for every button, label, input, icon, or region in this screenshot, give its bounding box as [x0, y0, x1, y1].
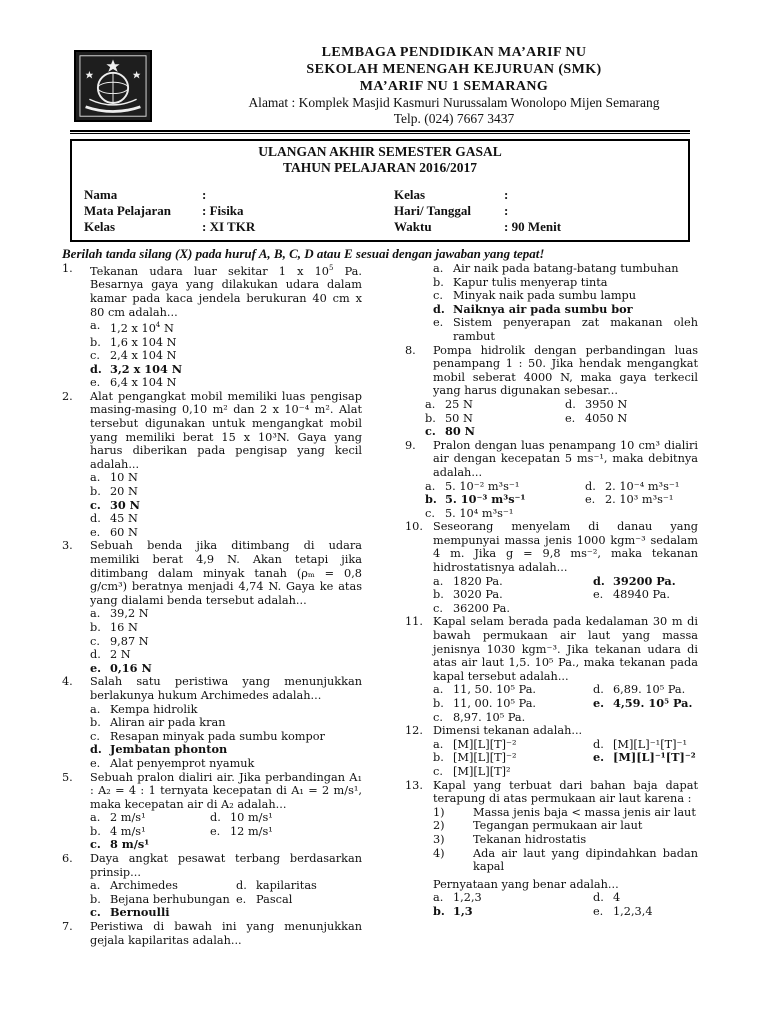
option[interactable]: c. 8,97. 10⁵ Pa.: [433, 710, 526, 724]
question-5: 5. Sebuah pralon dialiri air. Jika perbandingan A₁ : A₂ = 4 : 1 ternyata kecepatan di A₁ = 2 m/s¹, maka kecepatan air di A₂ adalah...: [62, 770, 362, 811]
option[interactable]: a. [M][L][T]⁻²: [433, 737, 517, 751]
instruction-text: Berilah tanda silang (X) pada huruf A, B, C, D atau E sesuai dengan jawaban yang tepat!: [62, 246, 545, 261]
option[interactable]: d. 2 N: [90, 648, 131, 662]
statement-4: 4) Ada air laut yang dipindahkan badan kapal: [433, 846, 698, 874]
nu-emblem-icon: [76, 52, 150, 120]
school-phone: Telp. (024) 7667 3437: [393, 111, 515, 126]
kelas2-label: Kelas: [394, 187, 426, 202]
option[interactable]: c. 2,4 x 104 N: [90, 349, 177, 363]
question-11: 11. Kapal selam berada pada kedalaman 30 m di bawah permukaan air laut yang massa jenisnya 1030 kgm⁻³. Jika tekanan udara di atas air laut 1,5. 10⁵ Pa., maka tekanan pada kapal tersebut adalah...: [405, 615, 698, 683]
option[interactable]: a. 39,2 N: [90, 607, 149, 621]
options-q7: [433, 262, 698, 344]
question-13: 13. Kapal yang terbuat dari bahan baja dapat terapung di atas permukaan air laut karena :: [405, 778, 698, 806]
kelas2-value: :: [504, 187, 509, 202]
options-q3: [90, 607, 362, 675]
question-6: 6. Daya angkat pesawat terbang berdasarkan prinsip...: [62, 852, 362, 879]
option[interactable]: a. 5. 10⁻² m³s⁻¹: [425, 479, 520, 493]
question-12: 12. Dimensi tekanan adalah...: [405, 724, 583, 738]
option[interactable]: a. Kempa hidrolik: [90, 702, 198, 716]
waktu-label: Waktu: [394, 219, 432, 234]
option[interactable]: a. 2 m/s¹: [90, 811, 146, 825]
questions-right-column: [405, 262, 698, 919]
option[interactable]: c. 80 N: [425, 424, 475, 439]
option[interactable]: e. 4050 N: [565, 411, 628, 425]
institution-name: LEMBAGA PENDIDIKAN MA’ARIF NU: [321, 45, 587, 60]
option[interactable]: a. Archimedes: [90, 879, 178, 893]
option[interactable]: b. 1,3: [433, 903, 473, 918]
option[interactable]: d. 2. 10⁻⁴ m³s⁻¹: [585, 479, 680, 493]
statement-3: 3) Tekanan hidrostatis: [433, 832, 587, 846]
option[interactable]: b. Bejana berhubungan: [90, 892, 230, 906]
option[interactable]: b. 1,6 x 104 N: [90, 335, 177, 349]
option[interactable]: b. 11, 00. 10⁵ Pa.: [433, 697, 537, 710]
option[interactable]: d. 39200 Pa.: [593, 573, 676, 588]
option[interactable]: a. 10 N: [90, 471, 138, 485]
option[interactable]: d. Jembatan phonton: [90, 742, 228, 757]
question-8: 8. Pompa hidrolik dengan perbandingan luas penampang 1 : 50. Jika hendak mengangkat mobil seberat 4000 N, maka gaya terkecil yang harus digunakan sebesar...: [405, 343, 698, 398]
question-10: 10. Seseorang menyelam di danau yang mempunyai massa jenis 1000 kgm⁻³ sedalam 4 m. Jika g = 9,8 ms⁻², maka tekanan hidrostatisnya adalah...: [405, 520, 698, 575]
option[interactable]: b. 20 N: [90, 485, 138, 499]
option[interactable]: a. Air naik pada batang-batang tumbuhan: [433, 262, 679, 275]
option[interactable]: b. 3020 Pa.: [433, 588, 503, 602]
question-4: 4. Salah satu peristiwa yang menunjukkan berlakunya hukum Archimedes adalah...: [62, 675, 362, 702]
exam-info-box: [70, 139, 690, 242]
school-header: [160, 44, 748, 127]
option[interactable]: d. 3,2 x 104 N: [90, 361, 183, 376]
options-q1: [90, 319, 362, 390]
exam-year: TAHUN PELAJARAN 2016/2017: [282, 160, 477, 175]
school-logo: [74, 50, 152, 122]
option[interactable]: c. Minyak naik pada sumbu lampu: [433, 289, 637, 303]
waktu-value: : 90 Menit: [504, 219, 562, 234]
option[interactable]: c. 8 m/s¹: [90, 837, 150, 852]
option[interactable]: d. Naiknya air pada sumbu bor: [433, 301, 633, 316]
header-divider-thin: [70, 133, 690, 134]
options-q12: [433, 738, 698, 779]
hari-value: :: [504, 203, 509, 218]
option[interactable]: e. 1,2,3,4: [593, 904, 653, 918]
option[interactable]: b. 16 N: [90, 620, 138, 634]
statement-1: 1) Massa jenis baja < massa jenis air laut: [433, 805, 696, 819]
option[interactable]: d. 45 N: [90, 512, 138, 526]
nama-label: Nama: [84, 187, 118, 202]
question-1: 1. Tekanan udara luar sekitar 1 x $10^5$ Pa. Besarnya gaya yang dilakukan udara dalam kamar pada kaca jendela berukuran 40 cm x 80 cm adalah...: [62, 262, 362, 319]
option[interactable]: e. 6,4 x 104 N: [90, 376, 177, 390]
options-q8: [425, 398, 698, 439]
school-address: Alamat : Komplek Masjid Kasmuri Nurussalam Wonolopo Mijen Semarang: [248, 95, 660, 110]
option[interactable]: e. Alat penyemprot nyamuk: [90, 756, 255, 770]
option[interactable]: d. 6,89. 10⁵ Pa.: [593, 683, 686, 697]
option[interactable]: e. Pascal: [236, 892, 293, 906]
header-divider-thick: [70, 130, 690, 132]
mapel-label: Mata Pelajaran: [84, 203, 172, 218]
option[interactable]: b. Kapur tulis menyerap tinta: [433, 275, 608, 289]
option[interactable]: e. Sistem penyerapan zat makanan oleh rambut: [433, 316, 698, 343]
statement-2: 2) Tegangan permukaan air laut: [433, 819, 643, 833]
mapel-value: : Fisika: [202, 203, 244, 218]
option[interactable]: c. 5. 10⁴ m³s⁻¹: [425, 506, 514, 520]
kelas-label: Kelas: [84, 219, 116, 234]
options-q11: [433, 683, 698, 724]
option[interactable]: a. 11, 50. 10⁵ Pa.: [433, 683, 537, 697]
option[interactable]: c. Resapan minyak pada sumbu kompor: [90, 729, 325, 743]
option[interactable]: b. Aliran air pada kran: [90, 716, 226, 730]
options-q6: [90, 879, 362, 920]
option[interactable]: b. [M][L][T]⁻²: [433, 751, 517, 765]
option[interactable]: c. [M][L][T]²: [433, 764, 511, 778]
option[interactable]: d. 10 m/s¹: [210, 811, 273, 825]
option[interactable]: b. 5. 10⁻³ m³s⁻¹: [425, 492, 526, 507]
option[interactable]: b. 50 N: [425, 411, 473, 425]
questions-left-column: [62, 262, 362, 947]
option[interactable]: d. 4: [593, 891, 621, 905]
option[interactable]: c. 9,87 N: [90, 634, 149, 648]
option[interactable]: a. 1,2,3: [433, 891, 482, 905]
option[interactable]: a. 1820 Pa.: [433, 574, 503, 588]
question-2: 2. Alat pengangkat mobil memiliki luas pengisap masing-masing 0,10 m² dan 2 x 10⁻⁴ m². Alat tersebut digunakan untuk mengangkat mobil yang memiliki berat 15 x 10³N. Gaya yang harus diberikan pada pengisap yang kecil adalah...: [62, 389, 362, 471]
option[interactable]: e. 12 m/s¹: [210, 824, 273, 838]
options-q13: [433, 891, 698, 918]
option[interactable]: c. 36200 Pa.: [433, 601, 510, 615]
option[interactable]: e. [M][L]⁻¹[T]⁻²: [593, 750, 696, 765]
options-q10: [433, 575, 698, 616]
options-q5: [90, 811, 362, 852]
exam-title: ULANGAN AKHIR SEMESTER GASAL: [258, 144, 502, 159]
school-type: SEKOLAH MENENGAH KEJURUAN (SMK): [306, 62, 602, 77]
school-name: MA’ARIF NU 1 SEMARANG: [359, 79, 549, 94]
question-7: 7. Peristiwa di bawah ini yang menunjukkan gejala kapilaritas adalah...: [62, 920, 362, 947]
option[interactable]: e. 60 N: [90, 525, 138, 539]
options-q9: [425, 480, 698, 521]
statement-prompt: Pernyataan yang benar adalah...: [433, 877, 619, 891]
option[interactable]: d. [M][L]⁻¹[T]⁻¹: [593, 737, 688, 751]
hari-label: Hari/ Tanggal: [394, 203, 471, 218]
option[interactable]: a. 1,2 x $10^4$ N: [90, 319, 174, 335]
option[interactable]: d. 3950 N: [565, 397, 628, 411]
options-q4: [90, 703, 362, 771]
question-9: 9. Pralon dengan luas penampang 10 cm³ dialiri air dengan kecepatan 5 ms⁻¹, maka debitnya adalah...: [405, 438, 698, 479]
option[interactable]: e. 48940 Pa.: [593, 588, 670, 602]
option[interactable]: b. 4 m/s¹: [90, 824, 146, 838]
options-q2: [90, 471, 362, 539]
option[interactable]: e. 0,16 N: [90, 660, 152, 675]
question-3: 3. Sebuah benda jika ditimbang di udara memiliki berat 4,9 N. Akan tetapi jika ditimbang dalam minyak tanah (ρₘ = 0,8 g/cm³) beratnya menjadi 4,74 N. Gaya ke atas yang dialami benda tersebut adalah...: [62, 539, 362, 607]
option[interactable]: e. 2. 10³ m³s⁻¹: [585, 493, 674, 507]
kelas-value: : XI TKR: [202, 219, 256, 234]
option[interactable]: d. kapilaritas: [236, 879, 317, 893]
option[interactable]: e. 4,59. 10⁵ Pa.: [593, 696, 693, 710]
nama-value: :: [202, 187, 207, 202]
option[interactable]: a. 25 N: [425, 397, 473, 411]
option[interactable]: c. Bernoulli: [90, 905, 170, 920]
option[interactable]: c. 30 N: [90, 497, 140, 512]
